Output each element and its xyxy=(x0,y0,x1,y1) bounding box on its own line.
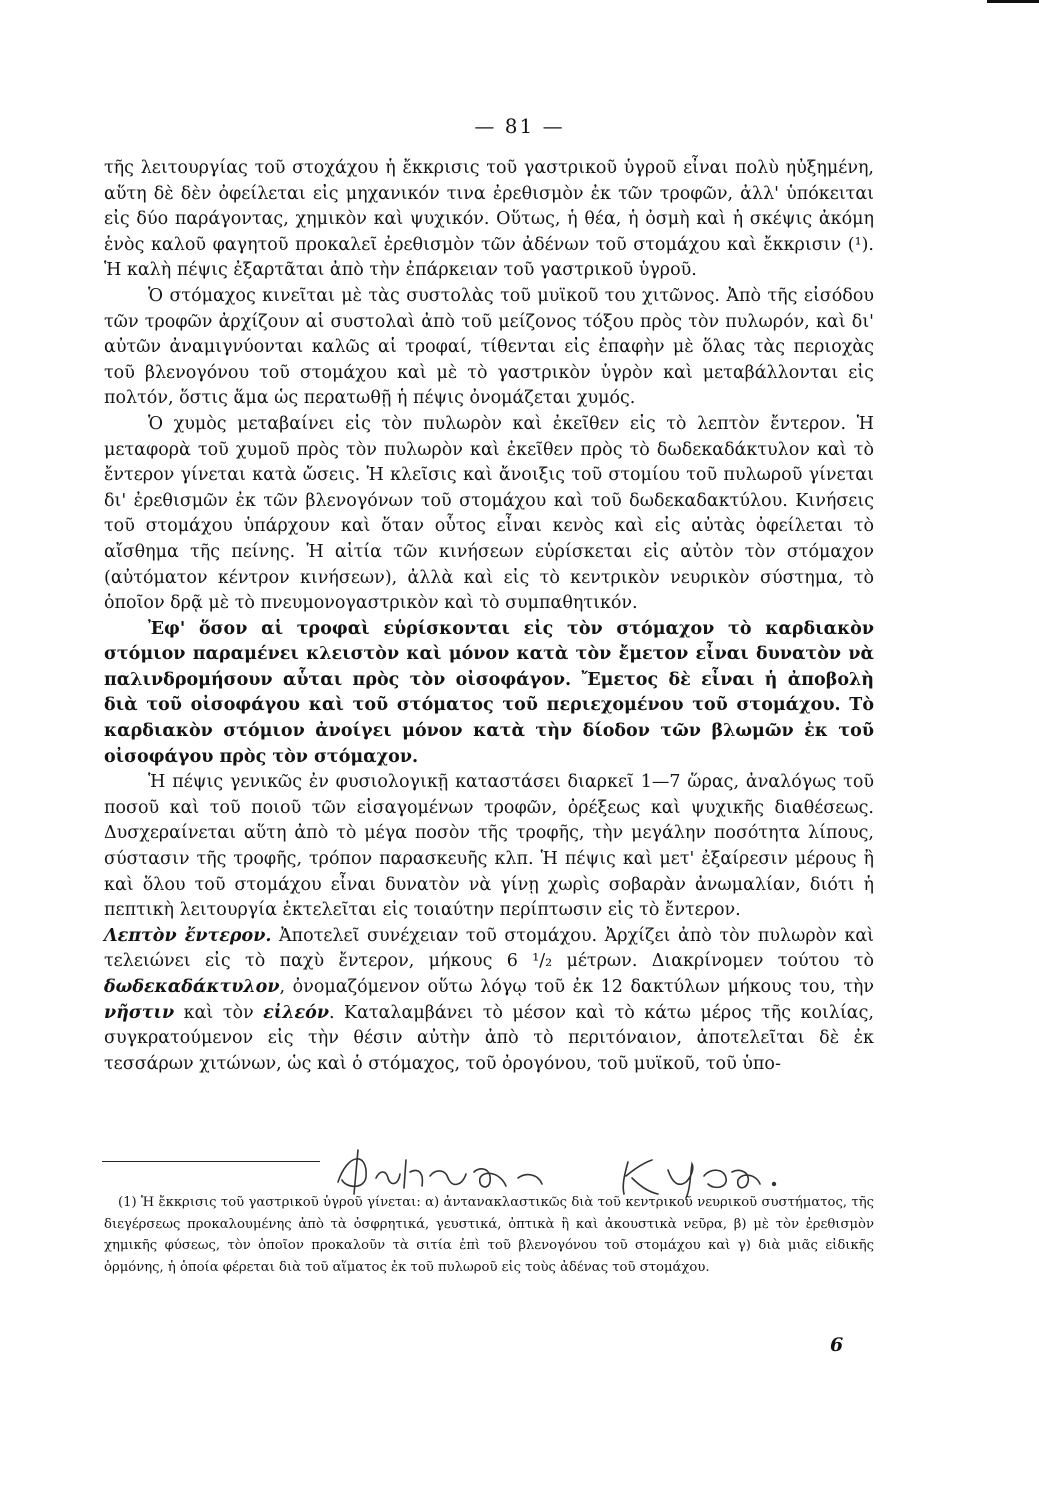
page-number: — 81 — xyxy=(474,114,565,138)
paragraph-6-text-2: , ὀνομαζόμενον οὕτω λόγῳ τοῦ ἐκ 12 δακτύλων μήκους του, τὴν xyxy=(279,977,874,997)
footnote-marker: (1) xyxy=(118,1195,137,1210)
footnote xyxy=(104,1192,874,1278)
sheet-signature-number: 6 xyxy=(830,1334,844,1356)
paragraph-6-text-3: καὶ τὸν xyxy=(174,1002,264,1023)
term-lepton-enteron: Λεπτὸν ἔντερον. xyxy=(104,925,272,946)
footnote-rule xyxy=(102,1161,320,1162)
paragraph-5: Ἡ πέψις γενικῶς ἐν φυσιολογικῇ καταστάσει διαρκεῖ 1—7 ὥρας, ἀναλόγως τοῦ ποσοῦ καὶ τοῦ ποιοῦ τῶν εἰσαγομένων τροφῶν, ὀρέξεως καὶ ψυχικῆς διαθέσεως. Δυσχεραίνεται αὕτη ἀπὸ τὸ μέγα ποσὸν τῆς τροφῆς, τὴν μεγάλην ποσότητα λίπους, σύστασιν τῆς τροφῆς, τρόπον παρασκευῆς κλπ. Ἡ πέψις καὶ μετ' ἐξαίρεσιν μέρους ἢ καὶ ὅλου τοῦ στομάχου εἶναι δυνατὸν νὰ γίνῃ χωρὶς σοβαρὰν ἀνωμαλίαν, διότι ἡ πεπτικὴ λειτουργία ἐκτελεῖται εἰς τοιαύτην περίπτωσιν εἰς τὸ ἔντερον. xyxy=(104,772,874,921)
term-dodekadaktylon: δωδεκαδάκτυλον xyxy=(104,977,280,997)
footnote-paragraph xyxy=(104,1192,874,1278)
term-nestis: νῆστιν xyxy=(104,1002,175,1023)
term-ileon: εἰλεόν xyxy=(263,1002,329,1023)
scan-corner-mark xyxy=(987,0,1039,3)
paragraph-6-text-1: Ἀποτελεῖ συνέχειαν τοῦ στομάχου. Ἀρχίζει ἀπὸ τὸν πυλωρὸν καὶ τελειώνει εἰς τὸ παχὺ ἔντερον, μήκους 6 ¹/₂ μέτρων. Διακρίνομεν τούτου τὸ xyxy=(104,925,874,972)
paragraph-4: Ἐφ' ὅσον αἱ τροφαὶ εὑρίσκονται εἰς τὸν στόμαχον τὸ καρδιακὸν στόμιον παραμένει κλειστὸν καὶ μόνον κατὰ τὸν ἔμετον εἶναι δυνατὸν νὰ παλινδρομήσουν αὗται πρὸς τὸν οἰσοφάγον. Ἔμετος δὲ εἶναι ἡ ἀποβολὴ διὰ τοῦ οἰσοφάγου καὶ τοῦ στόματος τοῦ περιεχομένου τοῦ στομάχου. Τὸ καρδιακὸν στόμιον ἀνοίγει μόνον κατὰ τὴν δίοδον τῶν βλωμῶν ἐκ τοῦ οἰσοφάγου πρὸς τὸν στόμαχον. xyxy=(104,618,874,767)
paragraph-2: Ὁ στόμαχος κινεῖται μὲ τὰς συστολὰς τοῦ μυϊκοῦ του χιτῶνος. Ἀπὸ τῆς εἰσόδου τῶν τροφῶν ἀρχίζουν αἱ συστολαὶ ἀπὸ τοῦ μείζονος τόξου πρὸς τὸν πυλωρόν, καὶ δι' αὐτῶν ἀναμιγνύονται καλῶς αἱ τροφαί, τίθενται εἰς ἐπαφὴν μὲ ὅλας τὰς περιοχὰς τοῦ βλενογόνου τοῦ στομάχου καὶ μὲ τὸ γαστρικὸν ὑγρὸν καὶ μεταβάλλονται εἰς πολτόν, ὅστις ἅμα ὡς περατωθῇ ἡ πέψις ὀνομάζεται χυμός. xyxy=(104,285,874,409)
body-text xyxy=(104,156,874,1077)
paragraph-6-text-4: . Καταλαμβάνει τὸ μέσον καὶ τὸ κάτω μέρος τῆς κοιλίας, συγκρατούμενον εἰς τὴν θέσιν αὐτὴν ἀπὸ τὸ περιτόναιον, ἀποτελεῖται δὲ ἐκ τεσσάρων χιτώνων, ὡς καὶ ὁ στόμαχος, τοῦ ὀρογόνου, τοῦ μυϊκοῦ, τοῦ ὑπο- xyxy=(104,1002,874,1074)
paragraph-6 xyxy=(104,924,874,1078)
paragraph-1: τῆς λειτουργίας τοῦ στοχάχου ἡ ἔκκρισις τοῦ γαστρικοῦ ὑγροῦ εἶναι πολὺ ηὐξημένη, αὕτη δὲ δὲν ὀφείλεται εἰς μηχανικόν τινα ἐρεθισμὸν ἐκ τῶν τροφῶν, ἀλλ' ὑπόκειται εἰς δύο παράγοντας, χημικὸν καὶ ψυχικόν. Οὕτως, ἡ θέα, ἡ ὀσμὴ καὶ ἡ σκέψις ἀκόμη ἑνὸς καλοῦ φαγητοῦ προκαλεῖ ἐρεθισμὸν τῶν ἀδένων τοῦ στομάχου καὶ ἔκκρισιν (¹). Ἡ καλὴ πέψις ἐξαρτᾶται ἀπὸ τὴν ἐπάρκειαν τοῦ γαστρικοῦ ὑγροῦ. xyxy=(104,158,874,281)
paragraph-3: Ὁ χυμὸς μεταβαίνει εἰς τὸν πυλωρὸν καὶ ἐκεῖθεν εἰς τὸ λεπτὸν ἔντερον. Ἡ μεταφορὰ τοῦ χυμοῦ πρὸς τὸν πυλωρὸν καὶ ἐκεῖθεν πρὸς τὸ δωδεκαδάκτυλον καὶ τὸ ἔντερον γίνεται κατὰ ὤσεις. Ἡ κλεῖσις καὶ ἄνοιξις τοῦ στομίου τοῦ πυλωροῦ γίνεται δι' ἐρεθισμῶν ἐκ τῶν βλενογόνων τοῦ στομάχου καὶ τοῦ δωδεκαδακτύλου. Κινήσεις τοῦ στομάχου ὑπάρχουν καὶ ὅταν οὗτος εἶναι κενὸς καὶ εἰς αὐτὰς ὀφείλεται τὸ αἴσθημα τῆς πείνης. Ἡ αἰτία τῶν κινήσεων εὑρίσκεται εἰς αὐτὸν τὸν στόμαχον (αὐτόματον κέντρον κινήσεων), ἀλλὰ καὶ εἰς τὸ κεντρικὸν νευρικὸν σύστημα, τὸ ὁποῖον δρᾷ μὲ τὸ πνευμονογαστρικὸν καὶ τὸ συμπαθητικόν. xyxy=(104,413,874,614)
footnote-text: Ἡ ἔκκρισις τοῦ γαστρικοῦ ὑγροῦ γίνεται: α) ἀντανακλαστικῶς διὰ τοῦ κεντρικοῦ νευρικοῦ συστήματος, τῆς διεγέρσεως προκαλουμένης ἀπὸ τὰ ὀσφρητικά, γευστικά, ὀπτικὰ ἢ καὶ ἀκουστικὰ νεῦρα, β) μὲ τὸν ἐρεθισμὸν χημικῆς φύσεως, τὸν ὁποῖον προκαλοῦν τὰ σιτία ἐπὶ τοῦ βλενογόνου τοῦ στομάχου καὶ γ) διὰ μιᾶς εἰδικῆς ὁρμόνης, ἡ ὁποία φέρεται διὰ τοῦ αἵματος ἐκ τοῦ πυλωροῦ εἰς τοὺς ἀδένας τοῦ στομάχου. xyxy=(104,1195,874,1275)
